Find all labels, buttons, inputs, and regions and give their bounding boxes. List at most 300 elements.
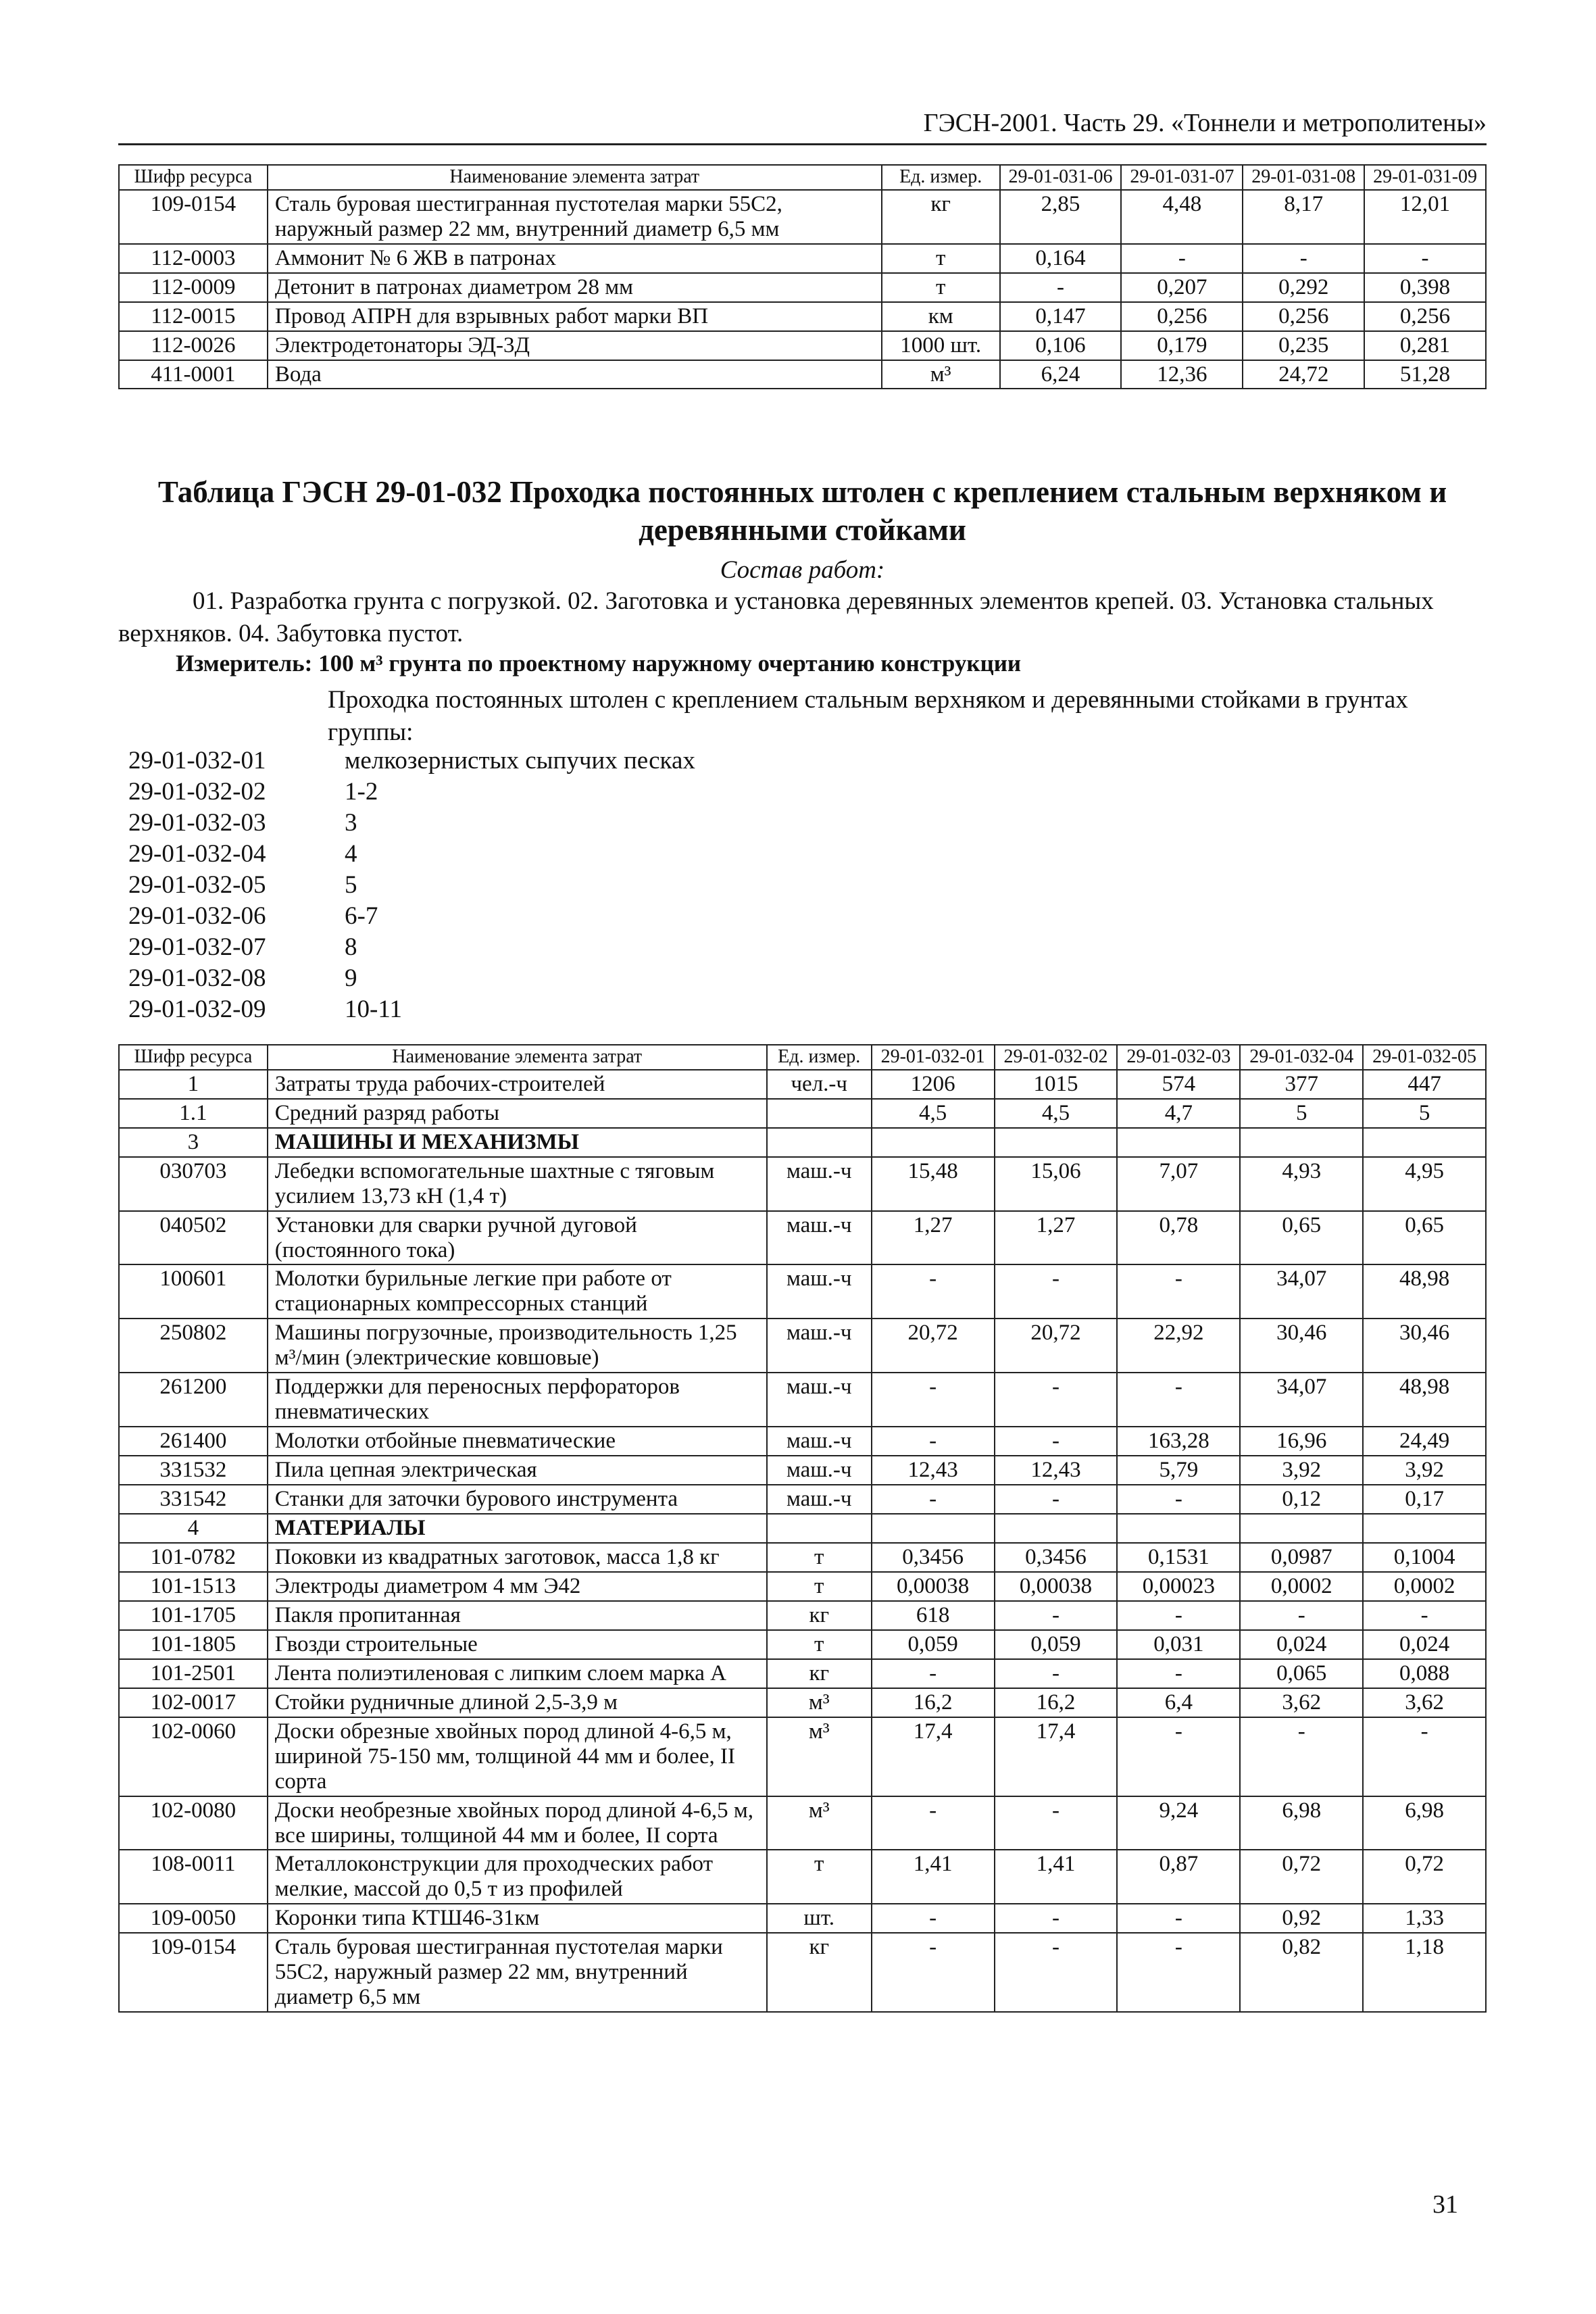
- table-row: [119, 1904, 1486, 1933]
- column-header: 29-01-032-01: [872, 1045, 995, 1070]
- column-header: 29-01-032-03: [1117, 1045, 1240, 1070]
- value-cell: 377: [1240, 1070, 1363, 1099]
- value-cell: 48,98: [1363, 1373, 1486, 1427]
- cost-element-name: Затраты труда рабочих-строителей: [268, 1070, 767, 1099]
- resource-code: 040502: [119, 1211, 268, 1265]
- value-cell: 0,235: [1243, 331, 1364, 360]
- variant-label: 8: [345, 933, 357, 961]
- value-cell: 0,031: [1117, 1630, 1240, 1659]
- value-cell: 34,07: [1240, 1373, 1363, 1427]
- value-cell: 16,96: [1240, 1427, 1363, 1456]
- table-row: [119, 1601, 1486, 1630]
- unit-cell: т: [882, 273, 1000, 302]
- variant-code: 29-01-032-08: [128, 964, 266, 992]
- unit-cell: кг: [767, 1601, 872, 1630]
- value-cell: 4,7: [1117, 1099, 1240, 1128]
- value-cell: 0,065: [1240, 1659, 1363, 1688]
- variant-label: мелкозернистых сыпучих песках: [345, 747, 695, 774]
- value-cell: -: [1117, 1264, 1240, 1319]
- resource-code: 101-0782: [119, 1543, 268, 1572]
- value-cell: -: [1364, 244, 1486, 273]
- value-cell: 1,33: [1363, 1904, 1486, 1933]
- cost-element-name: Поковки из квадратных заготовок, масса 1,8 кг: [268, 1543, 767, 1572]
- value-cell: -: [995, 1485, 1118, 1514]
- value-cell: -: [872, 1373, 995, 1427]
- value-cell: 0,65: [1363, 1211, 1486, 1265]
- resource-code: 102-0060: [119, 1717, 268, 1796]
- table-row: [119, 331, 1486, 360]
- value-cell: 0,1004: [1363, 1543, 1486, 1572]
- value-cell: -: [1117, 1933, 1240, 2012]
- value-cell: 4,48: [1121, 190, 1243, 244]
- value-cell: -: [1117, 1485, 1240, 1514]
- table-header-row: [119, 1045, 1486, 1070]
- table-row: [119, 1373, 1486, 1427]
- cost-element-name: Средний разряд работы: [268, 1099, 767, 1128]
- running-header: ГЭСН-2001. Часть 29. «Тоннели и метрополитены»: [118, 108, 1487, 145]
- value-cell: 15,06: [995, 1157, 1118, 1211]
- value-cell: 30,46: [1240, 1319, 1363, 1373]
- unit-cell: км: [882, 302, 1000, 331]
- cost-element-name: Установки для сварки ручной дуговой (постоянного тока): [268, 1211, 767, 1265]
- value-cell: 24,49: [1363, 1427, 1486, 1456]
- cost-element-name: Молотки отбойные пневматические: [268, 1427, 767, 1456]
- value-cell: 0,256: [1121, 302, 1243, 331]
- table-row: [119, 1319, 1486, 1373]
- table-title: Таблица ГЭСН 29-01-032 Проходка постоянных штолен с креплением стальным верхняком и деревянными стойками: [157, 475, 1447, 547]
- value-cell: -: [1117, 1904, 1240, 1933]
- value-cell: 0,179: [1121, 331, 1243, 360]
- unit-cell: кг: [767, 1933, 872, 2012]
- meter-label: Измеритель: 100 м³ грунта по проектному наружному очертанию конструкции: [176, 650, 1022, 676]
- table-row: [119, 1099, 1486, 1128]
- value-cell: -: [1121, 244, 1243, 273]
- unit-cell: т: [767, 1630, 872, 1659]
- value-cell: -: [995, 1933, 1118, 2012]
- column-header: 29-01-032-04: [1240, 1045, 1363, 1070]
- value-cell: -: [995, 1264, 1118, 1319]
- value-cell: 6,98: [1240, 1796, 1363, 1850]
- cost-element-name: Доски обрезные хвойных пород длиной 4-6,5 м, шириной 75-150 мм, толщиной 44 мм и более, II сорта: [268, 1717, 767, 1796]
- value-cell: 0,17: [1363, 1485, 1486, 1514]
- table-row: [119, 244, 1486, 273]
- value-cell: 618: [872, 1601, 995, 1630]
- value-cell: 20,72: [995, 1319, 1118, 1373]
- value-cell: 16,2: [872, 1688, 995, 1717]
- table-row: [119, 1796, 1486, 1850]
- value-cell: -: [1117, 1373, 1240, 1427]
- value-cell: 163,28: [1117, 1427, 1240, 1456]
- unit-cell: маш.-ч: [767, 1319, 872, 1373]
- resource-code: 102-0080: [119, 1796, 268, 1850]
- table-row: [119, 1543, 1486, 1572]
- value-cell: -: [872, 1659, 995, 1688]
- value-cell: 0,059: [872, 1630, 995, 1659]
- cost-element-name: Пила цепная электрическая: [268, 1456, 767, 1485]
- unit-cell: кг: [882, 190, 1000, 244]
- value-cell: 5: [1240, 1099, 1363, 1128]
- unit-cell: маш.-ч: [767, 1427, 872, 1456]
- resource-code: 4: [119, 1514, 268, 1543]
- table-row: [119, 1485, 1486, 1514]
- value-cell: 4,93: [1240, 1157, 1363, 1211]
- value-cell: -: [1000, 273, 1122, 302]
- value-cell: -: [995, 1601, 1118, 1630]
- value-cell: 0,65: [1240, 1211, 1363, 1265]
- unit-cell: м³: [882, 360, 1000, 389]
- resource-code: 261400: [119, 1427, 268, 1456]
- cost-element-name: Лебедки вспомогательные шахтные с тяговым усилием 13,73 кН (1,4 т): [268, 1157, 767, 1211]
- value-cell: 0,00038: [995, 1572, 1118, 1601]
- value-cell: 0,82: [1240, 1933, 1363, 2012]
- unit-cell: чел.-ч: [767, 1070, 872, 1099]
- value-cell: 17,4: [995, 1717, 1118, 1796]
- value-cell: 3,92: [1240, 1456, 1363, 1485]
- variant-label: 6-7: [345, 902, 378, 930]
- unit-cell: м³: [767, 1688, 872, 1717]
- value-cell: 4,5: [872, 1099, 995, 1128]
- value-cell: 0,088: [1363, 1659, 1486, 1688]
- value-cell: 0,0002: [1363, 1572, 1486, 1601]
- section-heading: МАШИНЫ И МЕХАНИЗМЫ: [268, 1128, 767, 1157]
- variant-item: [128, 963, 695, 994]
- column-header: 29-01-032-02: [995, 1045, 1118, 1070]
- value-cell: 3,92: [1363, 1456, 1486, 1485]
- table-row: [119, 1128, 1486, 1157]
- unit-cell: [767, 1099, 872, 1128]
- resource-code: 109-0050: [119, 1904, 268, 1933]
- variant-list: [128, 745, 695, 1025]
- value-cell: 5: [1363, 1099, 1486, 1128]
- value-cell: 8,17: [1243, 190, 1364, 244]
- resource-code: 331542: [119, 1485, 268, 1514]
- value-cell: 1015: [995, 1070, 1118, 1099]
- empty-cell: [1363, 1128, 1486, 1157]
- value-cell: -: [1243, 244, 1364, 273]
- cost-element-name: Молотки бурильные легкие при работе от стационарных компрессорных станций: [268, 1264, 767, 1319]
- value-cell: -: [995, 1427, 1118, 1456]
- value-cell: 3,62: [1363, 1688, 1486, 1717]
- empty-cell: [995, 1128, 1118, 1157]
- resource-code: 3: [119, 1128, 268, 1157]
- value-cell: 3,62: [1240, 1688, 1363, 1717]
- value-cell: 0,207: [1121, 273, 1243, 302]
- table-row: [119, 1659, 1486, 1688]
- value-cell: 0,024: [1240, 1630, 1363, 1659]
- value-cell: -: [872, 1796, 995, 1850]
- cost-element-name: Электроды диаметром 4 мм Э42: [268, 1572, 767, 1601]
- resource-code: 030703: [119, 1157, 268, 1211]
- table-row: [119, 1070, 1486, 1099]
- value-cell: 6,24: [1000, 360, 1122, 389]
- value-cell: 12,43: [872, 1456, 995, 1485]
- value-cell: -: [1117, 1601, 1240, 1630]
- resource-code: 250802: [119, 1319, 268, 1373]
- unit-cell: т: [767, 1572, 872, 1601]
- table-row: [119, 1717, 1486, 1796]
- empty-cell: [1240, 1514, 1363, 1543]
- value-cell: 20,72: [872, 1319, 995, 1373]
- value-cell: -: [995, 1373, 1118, 1427]
- cost-element-name: Металлоконструкции для проходческих работ мелкие, массой до 0,5 т из профилей: [268, 1850, 767, 1904]
- unit-cell: шт.: [767, 1904, 872, 1933]
- value-cell: -: [1363, 1717, 1486, 1796]
- value-cell: 15,48: [872, 1157, 995, 1211]
- table-row: [119, 190, 1486, 244]
- variant-code: 29-01-032-09: [128, 995, 266, 1023]
- value-cell: 0,3456: [995, 1543, 1118, 1572]
- value-cell: 0,106: [1000, 331, 1122, 360]
- value-cell: -: [1117, 1659, 1240, 1688]
- value-cell: 0,87: [1117, 1850, 1240, 1904]
- value-cell: 17,4: [872, 1717, 995, 1796]
- value-cell: 2,85: [1000, 190, 1122, 244]
- table-header-row: [119, 165, 1486, 190]
- value-cell: 34,07: [1240, 1264, 1363, 1319]
- resource-code: 109-0154: [119, 1933, 268, 2012]
- table-row: [119, 1427, 1486, 1456]
- value-cell: 0,0002: [1240, 1572, 1363, 1601]
- empty-cell: [767, 1128, 872, 1157]
- section-heading: МАТЕРИАЛЫ: [268, 1514, 767, 1543]
- variant-label: 4: [345, 840, 357, 868]
- cost-element-name: Вода: [268, 360, 882, 389]
- value-cell: -: [995, 1904, 1118, 1933]
- empty-cell: [1117, 1128, 1240, 1157]
- value-cell: 1,18: [1363, 1933, 1486, 2012]
- resource-code: 101-2501: [119, 1659, 268, 1688]
- unit-cell: т: [882, 244, 1000, 273]
- composition-text: 01. Разработка грунта с погрузкой. 02. Заготовка и установка деревянных элементов крепей. 03. Установка стальных верхняков. 04. Забутовка пустот.: [118, 587, 1434, 648]
- table-row: [119, 1630, 1486, 1659]
- column-header: 29-01-031-07: [1121, 165, 1243, 190]
- empty-cell: [995, 1514, 1118, 1543]
- variant-item: [128, 839, 695, 870]
- value-cell: 0,00038: [872, 1572, 995, 1601]
- value-cell: 5,79: [1117, 1456, 1240, 1485]
- cost-element-name: Пакля пропитанная: [268, 1601, 767, 1630]
- value-cell: 24,72: [1243, 360, 1364, 389]
- resource-code: 102-0017: [119, 1688, 268, 1717]
- table-row: [119, 1572, 1486, 1601]
- variant-item: [128, 808, 695, 839]
- value-cell: 0,3456: [872, 1543, 995, 1572]
- value-cell: 1206: [872, 1070, 995, 1099]
- resource-code: 112-0026: [119, 331, 268, 360]
- resource-table-032: [118, 1044, 1487, 2013]
- value-cell: 447: [1363, 1070, 1486, 1099]
- unit-cell: маш.-ч: [767, 1264, 872, 1319]
- resource-code: 108-0011: [119, 1850, 268, 1904]
- value-cell: 0,1531: [1117, 1543, 1240, 1572]
- value-cell: -: [872, 1485, 995, 1514]
- resource-table-031: [118, 164, 1487, 389]
- empty-cell: [872, 1514, 995, 1543]
- value-cell: 0,281: [1364, 331, 1486, 360]
- value-cell: 12,43: [995, 1456, 1118, 1485]
- value-cell: 6,4: [1117, 1688, 1240, 1717]
- table-row: [119, 1456, 1486, 1485]
- empty-cell: [767, 1514, 872, 1543]
- resource-code: 101-1705: [119, 1601, 268, 1630]
- value-cell: 1,27: [995, 1211, 1118, 1265]
- variant-item: [128, 994, 695, 1025]
- value-cell: -: [872, 1904, 995, 1933]
- page-number: 31: [1432, 2190, 1458, 2219]
- column-header: 29-01-031-06: [1000, 165, 1122, 190]
- value-cell: 1,41: [872, 1850, 995, 1904]
- cost-element-name: Станки для заточки бурового инструмента: [268, 1485, 767, 1514]
- value-cell: 4,5: [995, 1099, 1118, 1128]
- cost-element-name: Поддержки для переносных перфораторов пневматических: [268, 1373, 767, 1427]
- column-header: Шифр ресурса: [119, 165, 268, 190]
- unit-cell: т: [767, 1543, 872, 1572]
- resource-code: 112-0009: [119, 273, 268, 302]
- unit-cell: маш.-ч: [767, 1211, 872, 1265]
- variant-code: 29-01-032-04: [128, 840, 266, 868]
- variant-item: [128, 870, 695, 901]
- variant-label: 9: [345, 964, 357, 992]
- variant-item: [128, 932, 695, 963]
- cost-element-name: Сталь буровая шестигранная пустотелая марки 55С2, наружный размер 22 мм, внутренний диаметр 6,5 мм: [268, 1933, 767, 2012]
- resource-code: 101-1513: [119, 1572, 268, 1601]
- empty-cell: [1117, 1514, 1240, 1543]
- value-cell: 4,95: [1363, 1157, 1486, 1211]
- table-row: [119, 1933, 1486, 2012]
- value-cell: -: [872, 1427, 995, 1456]
- table-row: [119, 1514, 1486, 1543]
- variant-code: 29-01-032-05: [128, 871, 266, 899]
- value-cell: 0,147: [1000, 302, 1122, 331]
- variant-item: [128, 745, 695, 777]
- value-cell: -: [995, 1796, 1118, 1850]
- resource-code: 261200: [119, 1373, 268, 1427]
- cost-element-name: Машины погрузочные, производительность 1,25 м³/мин (электрические ковшовые): [268, 1319, 767, 1373]
- value-cell: 0,256: [1364, 302, 1486, 331]
- table-row: [119, 360, 1486, 389]
- resource-code: 411-0001: [119, 360, 268, 389]
- value-cell: 0,72: [1363, 1850, 1486, 1904]
- value-cell: 0,92: [1240, 1904, 1363, 1933]
- value-cell: 16,2: [995, 1688, 1118, 1717]
- column-header: Наименование элемента затрат: [268, 1045, 767, 1070]
- value-cell: 6,98: [1363, 1796, 1486, 1850]
- empty-cell: [1240, 1128, 1363, 1157]
- composition-heading: Состав работ:: [720, 556, 885, 584]
- unit-cell: м³: [767, 1796, 872, 1850]
- value-cell: -: [1240, 1717, 1363, 1796]
- table-row: [119, 1264, 1486, 1319]
- value-cell: -: [1117, 1717, 1240, 1796]
- value-cell: 22,92: [1117, 1319, 1240, 1373]
- table-row: [119, 302, 1486, 331]
- value-cell: 0,256: [1243, 302, 1364, 331]
- cost-element-name: Лента полиэтиленовая с липким слоем марка А: [268, 1659, 767, 1688]
- resource-code: 109-0154: [119, 190, 268, 244]
- cost-element-name: Стойки рудничные длиной 2,5-3,9 м: [268, 1688, 767, 1717]
- value-cell: 0,164: [1000, 244, 1122, 273]
- cost-element-name: Детонит в патронах диаметром 28 мм: [268, 273, 882, 302]
- resource-code: 331532: [119, 1456, 268, 1485]
- cost-element-name: Коронки типа КТШ46-31км: [268, 1904, 767, 1933]
- value-cell: -: [1363, 1601, 1486, 1630]
- table-row: [119, 1688, 1486, 1717]
- table-row: [119, 1850, 1486, 1904]
- unit-cell: 1000 шт.: [882, 331, 1000, 360]
- variant-label: 1-2: [345, 778, 378, 806]
- value-cell: 0,059: [995, 1630, 1118, 1659]
- value-cell: -: [872, 1933, 995, 2012]
- value-cell: -: [995, 1659, 1118, 1688]
- value-cell: 0,398: [1364, 273, 1486, 302]
- value-cell: 0,0987: [1240, 1543, 1363, 1572]
- unit-cell: м³: [767, 1717, 872, 1796]
- resource-code: 112-0015: [119, 302, 268, 331]
- column-header: 29-01-031-08: [1243, 165, 1364, 190]
- variant-item: [128, 901, 695, 932]
- table-row: [119, 1157, 1486, 1211]
- column-header: Ед. измер.: [767, 1045, 872, 1070]
- cost-element-name: Гвозди строительные: [268, 1630, 767, 1659]
- value-cell: -: [872, 1264, 995, 1319]
- variant-code: 29-01-032-06: [128, 902, 266, 930]
- variant-code: 29-01-032-02: [128, 778, 266, 806]
- value-cell: 0,12: [1240, 1485, 1363, 1514]
- variant-code: 29-01-032-03: [128, 809, 266, 837]
- column-header: 29-01-031-09: [1364, 165, 1486, 190]
- value-cell: 7,07: [1117, 1157, 1240, 1211]
- value-cell: 51,28: [1364, 360, 1486, 389]
- unit-cell: т: [767, 1850, 872, 1904]
- unit-cell: маш.-ч: [767, 1456, 872, 1485]
- value-cell: 0,00023: [1117, 1572, 1240, 1601]
- empty-cell: [1363, 1514, 1486, 1543]
- value-cell: 9,24: [1117, 1796, 1240, 1850]
- unit-cell: маш.-ч: [767, 1485, 872, 1514]
- cost-element-name: Аммонит № 6 ЖВ в патронах: [268, 244, 882, 273]
- table-row: [119, 1211, 1486, 1265]
- resource-code: 1: [119, 1070, 268, 1099]
- column-header: 29-01-032-05: [1363, 1045, 1486, 1070]
- table-row: [119, 273, 1486, 302]
- cost-element-name: Доски необрезные хвойных пород длиной 4-6,5 м, все ширины, толщиной 44 мм и более, II сорта: [268, 1796, 767, 1850]
- column-header: Шифр ресурса: [119, 1045, 268, 1070]
- variant-intro: Проходка постоянных штолен с креплением стальным верхняком и деревянными стойками в грунтах группы:: [328, 686, 1408, 747]
- value-cell: 12,36: [1121, 360, 1243, 389]
- resource-code: 101-1805: [119, 1630, 268, 1659]
- value-cell: 574: [1117, 1070, 1240, 1099]
- variant-code: 29-01-032-07: [128, 933, 266, 961]
- value-cell: 0,292: [1243, 273, 1364, 302]
- cost-element-name: Провод АПРН для взрывных работ марки ВП: [268, 302, 882, 331]
- column-header: Ед. измер.: [882, 165, 1000, 190]
- resource-code: 100601: [119, 1264, 268, 1319]
- cost-element-name: Электродетонаторы ЭД-3Д: [268, 331, 882, 360]
- value-cell: 0,024: [1363, 1630, 1486, 1659]
- value-cell: -: [1240, 1601, 1363, 1630]
- unit-cell: маш.-ч: [767, 1157, 872, 1211]
- variant-label: 5: [345, 871, 357, 899]
- empty-cell: [872, 1128, 995, 1157]
- resource-code: 1.1: [119, 1099, 268, 1128]
- variant-label: 3: [345, 809, 357, 837]
- value-cell: 30,46: [1363, 1319, 1486, 1373]
- value-cell: 1,27: [872, 1211, 995, 1265]
- cost-element-name: Сталь буровая шестигранная пустотелая марки 55С2, наружный размер 22 мм, внутренний диаметр 6,5 мм: [268, 190, 882, 244]
- value-cell: 0,72: [1240, 1850, 1363, 1904]
- value-cell: 12,01: [1364, 190, 1486, 244]
- unit-cell: кг: [767, 1659, 872, 1688]
